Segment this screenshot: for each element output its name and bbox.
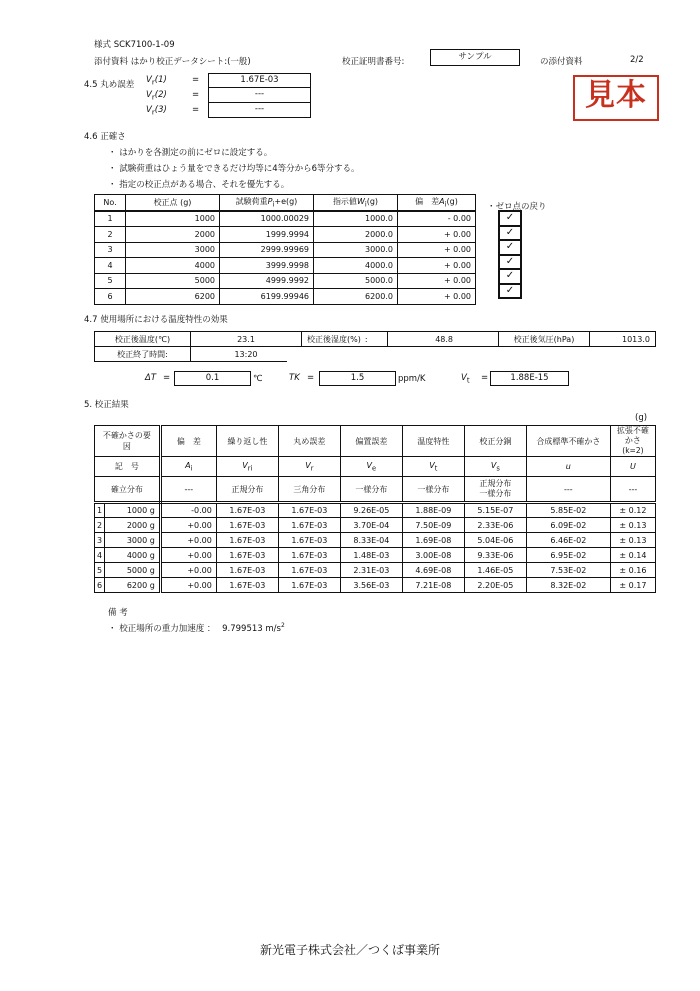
cell-wt: 1.46E-05 [464, 563, 526, 578]
table-row [95, 548, 656, 563]
company-footer: 新光電子株式会社／つくば事業所 [259, 943, 440, 957]
symbol-arg: (3) [154, 105, 167, 115]
hum-value [388, 332, 499, 347]
sample-stamp: 見本 [573, 75, 659, 121]
sym-sub: t [434, 464, 438, 473]
cell-u: 6.95E-02 [526, 548, 610, 563]
sym-sub: e [372, 464, 377, 473]
cell-dev: +0.00 [160, 533, 216, 548]
cell-U: ± 0.16 [610, 563, 655, 578]
point-unit: g [149, 520, 155, 530]
cell-rep: 1.67E-03 [216, 533, 278, 548]
hum-colon: : [364, 334, 368, 344]
expanded-label: 拡張不確かさ [616, 426, 649, 445]
cell-no: 1 [95, 503, 105, 518]
equals: = [307, 373, 315, 383]
table-row [95, 533, 656, 548]
cell-ind: 1000.0 [314, 211, 398, 227]
table-row [95, 273, 476, 289]
gravity-line [108, 622, 285, 634]
vt-symbol: V [461, 373, 467, 383]
check-icon: ✓ [499, 255, 521, 270]
cell-dev: +0.00 [160, 578, 216, 593]
delta-t-row [145, 371, 665, 387]
equals: = [192, 90, 200, 100]
dist-repeat: 正規分布 [216, 477, 278, 503]
cell-point: 1000 [126, 211, 220, 227]
section-5-title: 5. 校正結果 [84, 400, 129, 410]
cell-point [105, 518, 161, 533]
symbol-arg: (1) [154, 75, 167, 85]
dist-expanded: --- [610, 477, 655, 503]
cell-no: 2 [95, 518, 105, 533]
point-unit: g [149, 535, 155, 545]
equals: = [192, 75, 200, 85]
page-number: 2/2 [630, 55, 644, 65]
environment-row-1 [95, 332, 656, 347]
sym-sub: r [310, 464, 314, 473]
w-symbol: W [356, 196, 365, 206]
p-symbol: P [267, 196, 273, 206]
cell-dev: + 0.00 [398, 258, 476, 274]
table-row [95, 563, 656, 578]
accuracy-note-3: ・ 指定の校正点がある場合、それを優先する。 [108, 180, 290, 190]
cell-U: ± 0.12 [610, 503, 655, 518]
temp-value: 23.1 [191, 332, 302, 347]
expanded-k: (k=2) [622, 446, 644, 455]
cell-dev: +0.00 [160, 548, 216, 563]
zero-return-label: ・ゼロ点の戻り [487, 202, 547, 212]
col-combined: 合成標準不確かさ [526, 426, 610, 457]
symbol: V [146, 105, 152, 115]
cell-no: 5 [95, 563, 105, 578]
cell-rep: 1.67E-03 [216, 578, 278, 593]
sym-weight [464, 457, 526, 477]
sym-ecc [340, 457, 402, 477]
a-symbol: A [439, 196, 445, 206]
p-tail: +e(g) [274, 196, 298, 206]
cell-load: 1999.9994 [220, 227, 314, 243]
dist-deviation: --- [160, 477, 216, 503]
sym: V [429, 460, 435, 470]
cell-wt: 9.33E-06 [464, 548, 526, 563]
symbol-sub: r [151, 107, 155, 117]
col-factor: 不確かさの要因 [95, 426, 161, 457]
press-value: 1013.0 [590, 332, 656, 347]
point-value: 6200 [126, 580, 148, 590]
check-icon: ✓ [499, 226, 521, 241]
p-sub: i [272, 200, 275, 209]
cell-rnd: 1.67E-03 [278, 563, 340, 578]
doc-title: 添付資料 はかり校正データシート:(一般) [94, 57, 251, 67]
tk-unit: ppm/K [398, 374, 426, 384]
sym: u [565, 462, 571, 471]
tk-value: 1.5 [319, 371, 396, 386]
table-row [95, 289, 476, 305]
symbol: V [146, 75, 152, 85]
cell-U: ± 0.13 [610, 533, 655, 548]
col-no: No. [95, 195, 126, 211]
remarks-title: 備 考 [108, 608, 128, 618]
cell-tmp: 3.00E-08 [402, 548, 464, 563]
cell-load: 6199.99946 [220, 289, 314, 305]
cell-dev: + 0.00 [398, 242, 476, 258]
dist-weight [464, 477, 526, 503]
cert-number-label: 校正証明書番号: [342, 57, 405, 67]
cell-ecc: 3.56E-03 [340, 578, 402, 593]
col-weight: 校正分銅 [464, 426, 526, 457]
symbol-row [95, 457, 656, 477]
sym-sub: ri [247, 464, 253, 473]
cell-u: 8.32E-02 [526, 578, 610, 593]
w-tail: (g) [366, 196, 379, 206]
a-tail: (g) [446, 196, 458, 206]
cell-no: 3 [95, 242, 126, 258]
cell-dev: +0.00 [160, 518, 216, 533]
dist-weight-2: 一様分布 [479, 489, 512, 498]
hum-label-text: 校正後湿度(%) [307, 334, 361, 344]
col-point: 校正点 (g) [126, 195, 220, 211]
cell-tmp: 1.69E-08 [402, 533, 464, 548]
a-sub: i [444, 200, 447, 209]
vt-label [461, 373, 470, 385]
delta-t-label: ΔT [145, 373, 157, 383]
point-value: 4000 [126, 550, 148, 560]
equals: = [163, 373, 171, 383]
cell-load: 4999.9992 [220, 273, 314, 289]
cell-point: 4000 [126, 258, 220, 274]
col-temperature: 温度特性 [402, 426, 464, 457]
cell-no: 5 [95, 273, 126, 289]
cell-dev: + 0.00 [398, 289, 476, 305]
rounding-value-3: --- [208, 103, 311, 118]
sym-sub: s [496, 464, 500, 473]
cell-U: ± 0.13 [610, 518, 655, 533]
cell-wt: 2.20E-05 [464, 578, 526, 593]
sym: V [366, 460, 373, 470]
symbol-arg: (2) [154, 90, 167, 100]
cell-ind: 3000.0 [314, 242, 398, 258]
section-4-5-title: 4.5 丸め誤差 [84, 80, 135, 90]
delta-t-unit: ℃ [253, 374, 263, 384]
cell-dev: + 0.00 [398, 273, 476, 289]
cell-ind: 6200.0 [314, 289, 398, 305]
sym-expanded [610, 457, 655, 477]
cell-point: 2000 [126, 227, 220, 243]
cell-no: 6 [95, 578, 105, 593]
end-time-value: 13:20 [191, 347, 302, 362]
cell-point: 6200 [126, 289, 220, 305]
check-icon: ✓ [499, 240, 521, 255]
cell-u: 6.46E-02 [526, 533, 610, 548]
point-value: 5000 [126, 565, 148, 575]
dist-weight-1: 正規分布 [479, 479, 512, 488]
point-unit: g [149, 550, 155, 560]
cell-ecc: 3.70E-04 [340, 518, 402, 533]
temp-label: 校正後温度(℃) [95, 332, 191, 347]
cell-ecc: 1.48E-03 [340, 548, 402, 563]
col-repeatability: 繰り返し性 [216, 426, 278, 457]
sym-round [278, 457, 340, 477]
cell-wt: 5.15E-07 [464, 503, 526, 518]
sym: V [490, 460, 497, 470]
cell-ecc: 9.26E-05 [340, 503, 402, 518]
cell-wt: 2.33E-06 [464, 518, 526, 533]
table-row [95, 518, 656, 533]
section-4-6-title: 4.6 正確さ [84, 132, 126, 142]
cell-ecc: 2.31E-03 [340, 563, 402, 578]
delta-t-value: 0.1 [174, 371, 251, 386]
point-value: 1000 [126, 506, 148, 515]
cell-rep: 1.67E-03 [216, 548, 278, 563]
cell-ind: 5000.0 [314, 273, 398, 289]
accuracy-table [94, 194, 476, 305]
cell-rep: 1.67E-03 [216, 503, 278, 518]
cell-U: ± 0.14 [610, 548, 655, 563]
col-eccentric: 偏置誤差 [340, 426, 402, 457]
point-value: 2000 [126, 520, 148, 530]
cell-point: 3000 [126, 242, 220, 258]
col-rounding: 丸め誤差 [278, 426, 340, 457]
col-expanded [610, 426, 655, 457]
col-deviation: 偏 差 [160, 426, 216, 457]
symbol-sub: r [151, 77, 155, 87]
sym-combined [526, 457, 610, 477]
point-value: 3000 [126, 535, 148, 545]
cell-point: 5000 [126, 273, 220, 289]
w-sub: i [364, 200, 367, 209]
check-icon: ✓ [499, 211, 521, 226]
load-label: 試験荷重 [235, 196, 268, 206]
cell-dev: - 0.00 [398, 211, 476, 227]
accuracy-note-1: ・ はかりを各測定の前にゼロに設定する。 [108, 148, 273, 158]
dist-ecc: 一様分布 [340, 477, 402, 503]
cert-number-value: サンプル [430, 49, 520, 66]
rounding-value-1: 1.67E-03 [208, 73, 311, 88]
cell-tmp: 4.69E-08 [402, 563, 464, 578]
sym-sub: i [190, 464, 193, 473]
table-row [95, 503, 656, 518]
sym: U [629, 462, 636, 471]
vt-value: 1.88E-15 [490, 371, 569, 386]
cell-point [105, 578, 161, 593]
vt-sub: t [466, 375, 470, 385]
dist-label: 確立分布 [95, 477, 161, 503]
check-icon: ✓ [499, 269, 521, 284]
dist-temp: 一様分布 [402, 477, 464, 503]
point-unit: g [149, 565, 155, 575]
table-row [95, 227, 476, 243]
section-4-7-title: 4.7 使用場所における温度特性の効果 [84, 315, 228, 325]
distribution-row [95, 477, 656, 503]
dist-round: 三角分布 [278, 477, 340, 503]
ind-label: 指示値 [332, 196, 357, 206]
tk-label: TK [289, 373, 300, 383]
cell-u: 6.09E-02 [526, 518, 610, 533]
dev-label: 偏 差 [415, 196, 440, 206]
table-header-row [95, 195, 476, 211]
point-unit: g [149, 506, 155, 515]
cell-point [105, 548, 161, 563]
cell-rnd: 1.67E-03 [278, 548, 340, 563]
table-row [95, 578, 656, 593]
unit-label: (g) [635, 413, 648, 423]
sym-deviation [160, 457, 216, 477]
cell-rnd: 1.67E-03 [278, 503, 340, 518]
sym-temp [402, 457, 464, 477]
cell-no: 6 [95, 289, 126, 305]
cell-point [105, 563, 161, 578]
dist-combined: --- [526, 477, 610, 503]
cell-dev: +0.00 [160, 563, 216, 578]
cell-point [105, 503, 161, 518]
gravity-label: ・ 校正場所の重力加速度 ： [108, 624, 216, 634]
cell-load: 2999.99969 [220, 242, 314, 258]
cell-rnd: 1.67E-03 [278, 578, 340, 593]
cell-tmp: 7.50E-09 [402, 518, 464, 533]
gravity-value: 9.799513 m/s [222, 624, 281, 634]
cell-rnd: 1.67E-03 [278, 533, 340, 548]
cell-no: 4 [95, 548, 105, 563]
gravity-exponent: 2 [280, 622, 285, 630]
point-unit: g [149, 580, 155, 590]
col-indication [314, 195, 398, 211]
col-deviation [398, 195, 476, 211]
sym-repeat [216, 457, 278, 477]
equals: = [481, 373, 489, 383]
results-table [94, 425, 656, 593]
cell-no: 1 [95, 211, 126, 227]
cell-no: 3 [95, 533, 105, 548]
sym: V [242, 460, 248, 470]
cell-tmp: 7.21E-08 [402, 578, 464, 593]
cell-dev: -0.00 [160, 503, 216, 518]
results-header-row [95, 426, 656, 457]
cell-point [105, 533, 161, 548]
table-row [95, 211, 476, 227]
accuracy-note-2: ・ 試験荷重はひょう量をできるだけ均等に4等分から6等分する。 [108, 164, 360, 174]
cell-ind: 2000.0 [314, 227, 398, 243]
symbol-label: 記 号 [95, 457, 161, 477]
table-row [95, 242, 476, 258]
symbol: V [146, 90, 152, 100]
cell-load: 3999.9998 [220, 258, 314, 274]
cell-wt: 5.04E-06 [464, 533, 526, 548]
press-label: 校正後気圧(hPa) [499, 332, 590, 347]
col-load [220, 195, 314, 211]
hum-value-text: 48.8 [435, 334, 453, 344]
equals: = [192, 105, 200, 115]
cell-dev: + 0.00 [398, 227, 476, 243]
end-time-label: 校正終了時間: [95, 347, 191, 362]
rounding-value-2: --- [208, 88, 311, 103]
environment-row-2-cover [287, 347, 659, 367]
table-row [95, 258, 476, 274]
sym: V [305, 460, 311, 470]
cell-ind: 4000.0 [314, 258, 398, 274]
hum-label [302, 332, 388, 347]
form-code: 様式 SCK7100-1-09 [94, 40, 175, 50]
symbol-sub: r [151, 92, 155, 102]
cell-u: 7.53E-02 [526, 563, 610, 578]
cell-ecc: 8.33E-04 [340, 533, 402, 548]
zero-return-column [498, 210, 522, 299]
cell-tmp: 1.88E-09 [402, 503, 464, 518]
sym: A [185, 460, 191, 470]
cell-rep: 1.67E-03 [216, 518, 278, 533]
cell-U: ± 0.17 [610, 578, 655, 593]
cell-rnd: 1.67E-03 [278, 518, 340, 533]
cell-no: 4 [95, 258, 126, 274]
check-icon: ✓ [499, 284, 521, 299]
cell-load: 1000.00029 [220, 211, 314, 227]
cell-u: 5.85E-02 [526, 503, 610, 518]
cell-rep: 1.67E-03 [216, 563, 278, 578]
attach-label: の添付資料 [540, 57, 583, 67]
cell-no: 2 [95, 227, 126, 243]
